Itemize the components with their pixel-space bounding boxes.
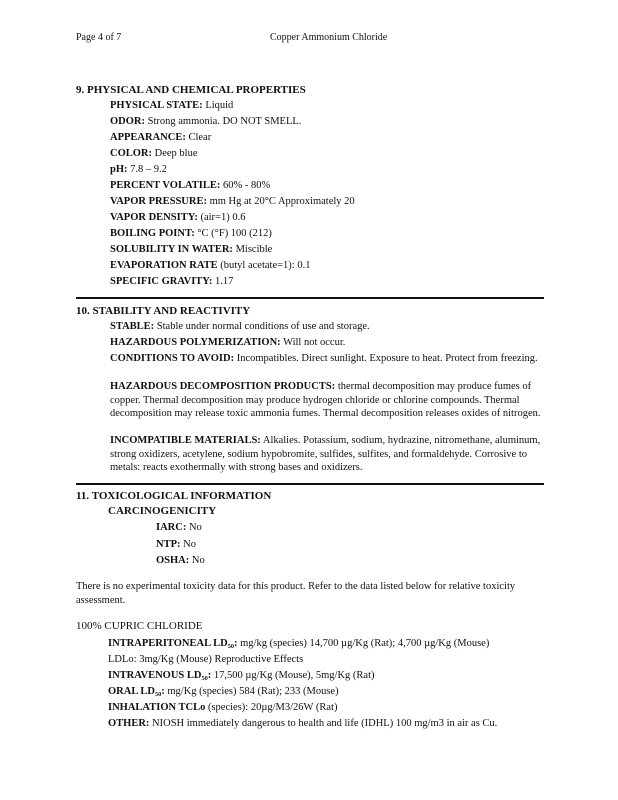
toxicity-row: LDLo: 3mg/Kg (Mouse) Reproductive Effects [108, 654, 304, 665]
property-row: APPEARANCE: Clear [110, 132, 212, 143]
property-row: COLOR: Deep blue [110, 148, 198, 159]
section-11-title: 11. TOXICOLOGICAL INFORMATION [76, 490, 272, 502]
property-row: SPECIFIC GRAVITY: 1.17 [110, 276, 234, 287]
property-row: BOILING POINT: °C (°F) 100 (212) [110, 228, 272, 239]
property-row: EVAPORATION RATE (butyl acetate=1): 0.1 [110, 260, 311, 271]
conditions-to-avoid: CONDITIONS TO AVOID: Incompatibles. Direct sunlight. Exposure to heat. Protect from freezing. [110, 353, 538, 364]
page-number: Page 4 of 7 [76, 32, 122, 43]
cupric-chloride-heading: 100% CUPRIC CHLORIDE [76, 620, 203, 632]
property-row: ODOR: Strong ammonia. DO NOT SMELL. [110, 116, 302, 127]
section-divider [76, 483, 544, 485]
property-row: PHYSICAL STATE: Liquid [110, 100, 234, 111]
toxicity-note: There is no experimental toxicity data for this product. Refer to the data listed below for relative toxicity assessment. [76, 581, 516, 606]
carcinogenicity-heading: CARCINOGENICITY [108, 505, 217, 517]
section-10-title: 10. STABILITY AND REACTIVITY [76, 305, 251, 317]
property-row: PERCENT VOLATILE: 60% - 80% [110, 180, 271, 191]
toxicity-row: OTHER: NIOSH immediately dangerous to health and life (IDHL) 100 mg/m3 in air as Cu. [108, 718, 498, 729]
stable-row: STABLE: Stable under normal conditions of use and storage. [110, 321, 370, 332]
toxicity-row: ORAL LD₅₀: mg/Kg (species) 584 (Rat); 233 (Mouse) [108, 686, 339, 697]
toxicity-row: INTRAVENOUS LD₅₀: 17,500 µg/Kg (Mouse), 5mg/Kg (Rat) [108, 670, 375, 681]
property-row: pH: 7.8 – 9.2 [110, 164, 167, 175]
carcinogen-row: IARC: No [156, 522, 202, 533]
toxicity-row: INTRAPERITONEAL LD₅₀: mg/kg (species) 14,700 µg/Kg (Rat); 4,700 µg/Kg (Mouse) [108, 638, 490, 649]
section-divider [76, 297, 544, 299]
carcinogen-row: OSHA: No [156, 555, 205, 566]
carcinogen-row: NTP: No [156, 539, 196, 550]
property-row: VAPOR PRESSURE: mm Hg at 20°C Approximately 20 [110, 196, 355, 207]
toxicity-row: INHALATION TCLo (species): 20µg/M3/26W (Rat) [108, 702, 338, 713]
property-row: SOLUBILITY IN WATER: Miscible [110, 244, 273, 255]
property-row: VAPOR DENSITY: (air=1) 0.6 [110, 212, 246, 223]
polymerization-row: HAZARDOUS POLYMERIZATION: Will not occur. [110, 337, 346, 348]
decomposition-products: HAZARDOUS DECOMPOSITION PRODUCTS: thermal decomposition may produce fumes of copper. Thermal decomposition may produce hydrogen chloride or chlorine compounds. Thermal decomposition may release toxic ammonia fumes. Thermal decomposition releases oxides of nitrogen. [110, 381, 541, 419]
section-9-title: 9. PHYSICAL AND CHEMICAL PROPERTIES [76, 84, 306, 96]
incompatible-materials: INCOMPATIBLE MATERIALS: Alkalies. Potassium, sodium, hydrazine, nitromethane, aluminum, strong oxidizers, acetylene, sodium hypobromite, sulfides, sulfites, and formaldehyde. Corrosive to metals: reacts exothermally with strong bases and oxidizers. [110, 435, 541, 473]
document-title: Copper Ammonium Chloride [270, 32, 388, 43]
